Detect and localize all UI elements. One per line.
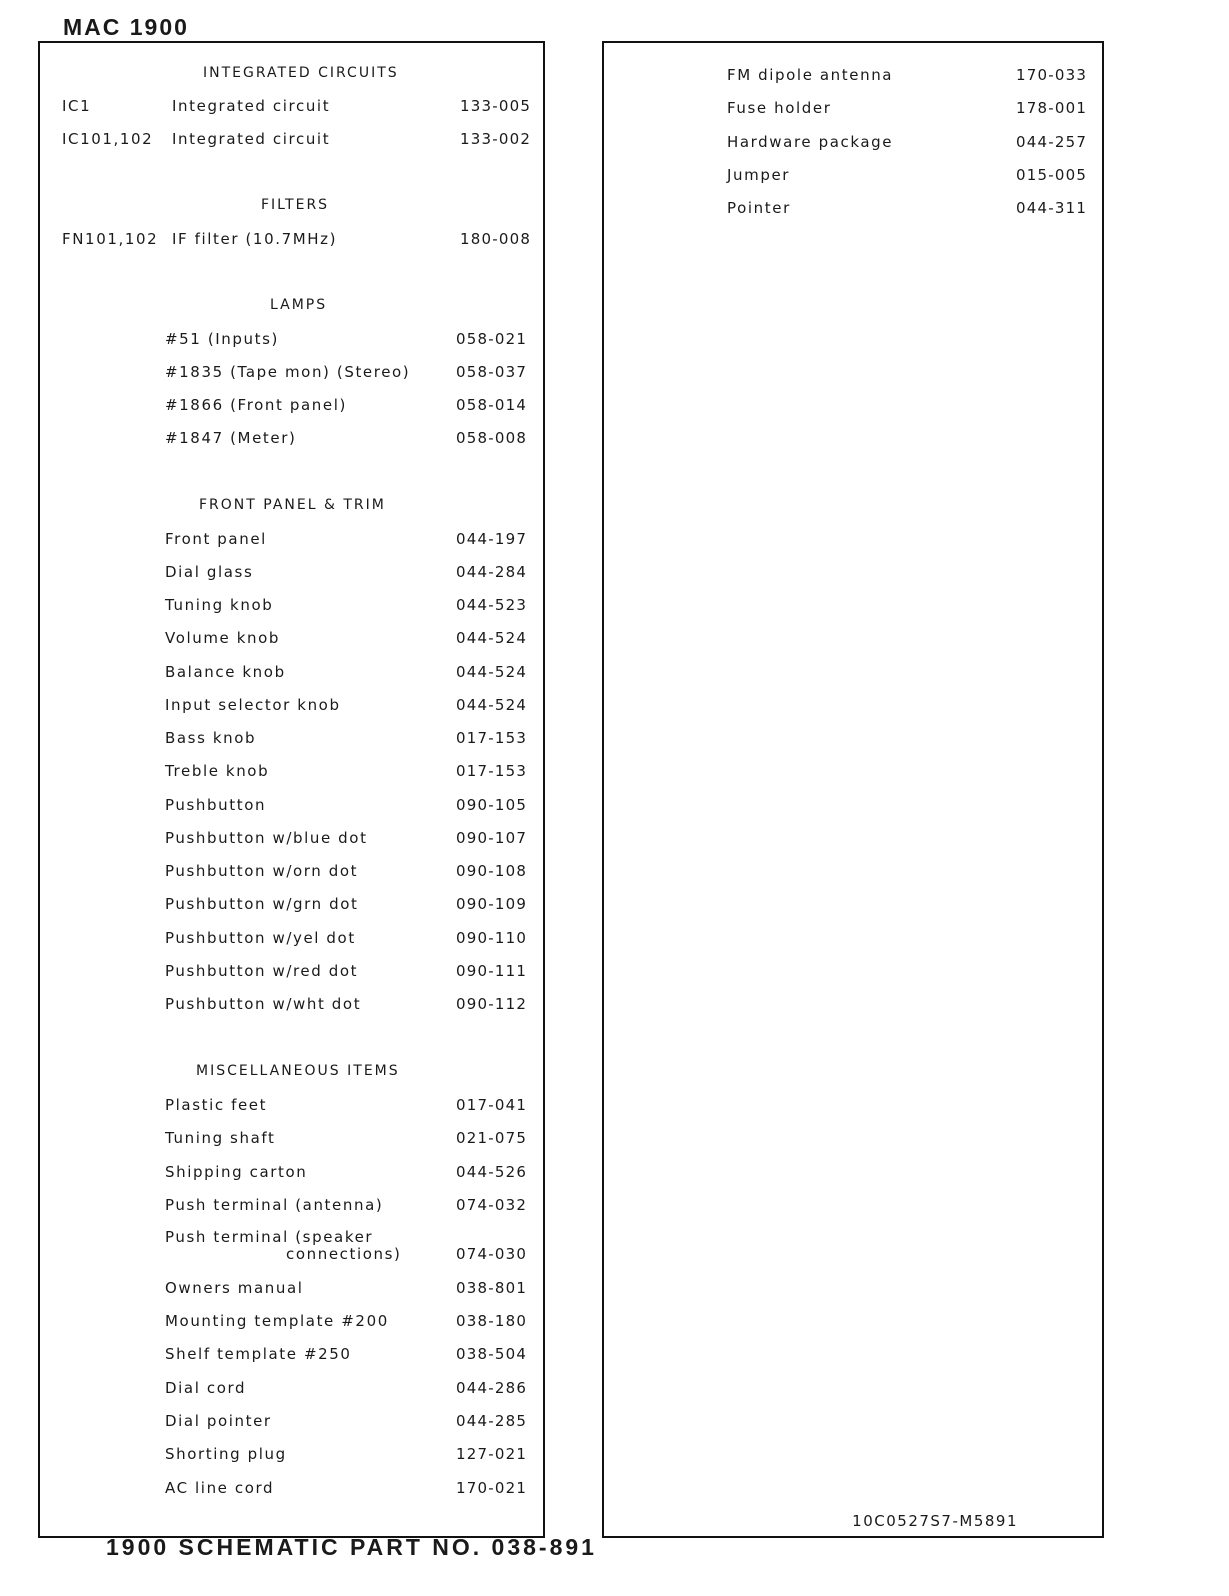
parts-row [40,1279,543,1301]
part-number: 180-008 [460,230,532,248]
parts-row [40,762,543,784]
part-description: Pushbutton w/blue dot [165,829,368,847]
part-number: 170-021 [456,1479,528,1497]
part-number: 044-526 [456,1163,528,1181]
part-number: 090-112 [456,995,528,1013]
part-description: Pushbutton w/yel dot [165,929,356,947]
parts-row [40,363,543,385]
part-description: Balance knob [165,663,286,681]
part-number: 044-286 [456,1379,528,1397]
part-number: 090-111 [456,962,528,980]
part-description: Shorting plug [165,1445,287,1463]
parts-row [40,1312,543,1334]
part-description: Pushbutton [165,796,267,814]
part-description: Pushbutton w/wht dot [165,995,362,1013]
part-description: Fuse holder [727,99,832,117]
part-number: 178-001 [1016,99,1088,117]
part-description: Integrated circuit [172,97,331,115]
part-description: Bass knob [165,729,257,747]
part-description: Front panel [165,530,267,548]
parts-row [40,796,543,818]
part-number: 038-180 [456,1312,528,1330]
parts-row [40,1096,543,1118]
part-description: Shipping carton [165,1163,308,1181]
part-description: FM dipole antenna [727,66,894,84]
part-number: 074-030 [456,1245,528,1263]
section-title-front-panel-trim: FRONT PANEL & TRIM [199,497,386,513]
part-description: Input selector knob [165,696,341,714]
parts-row [40,1412,543,1434]
parts-row [40,862,543,884]
page-title: MAC 1900 [63,14,189,40]
part-description: Push terminal (antenna) [165,1196,384,1214]
footer-caption: 1900 SCHEMATIC PART NO. 038-891 [106,1534,597,1560]
section-title-miscellaneous-items: MISCELLANEOUS ITEMS [196,1063,400,1079]
part-description: Shelf template #250 [165,1345,352,1363]
part-reference: IC101,102 [62,130,154,148]
parts-row [40,995,543,1017]
parts-row [40,1229,543,1273]
part-number: 044-523 [456,596,528,614]
part-description: Integrated circuit [172,130,331,148]
part-description: Dial cord [165,1379,247,1397]
part-number: 044-311 [1016,199,1088,217]
parts-row [604,166,1102,188]
part-description: Dial glass [165,563,254,581]
part-number: 090-110 [456,929,528,947]
parts-row [40,130,543,152]
parts-row [40,1129,543,1151]
part-description: IF filter (10.7MHz) [172,230,338,248]
parts-row [40,962,543,984]
part-number: 044-524 [456,696,528,714]
parts-row [604,66,1102,88]
part-description: Tuning knob [165,596,274,614]
part-description: #1866 (Front panel) [165,396,347,414]
parts-row [40,429,543,451]
part-number: 133-002 [460,130,532,148]
section-title-integrated-circuits: INTEGRATED CIRCUITS [203,65,399,81]
parts-row [40,929,543,951]
part-number: 170-033 [1016,66,1088,84]
parts-row [40,629,543,651]
part-number: 090-107 [456,829,528,847]
part-number: 058-008 [456,429,528,447]
parts-row [40,97,543,119]
parts-row [604,199,1102,221]
part-description: #51 (Inputs) [165,330,279,348]
part-description: Mounting template #200 [165,1312,389,1330]
parts-row [40,829,543,851]
parts-row [40,1345,543,1367]
parts-row [40,1196,543,1218]
part-number: 044-524 [456,629,528,647]
parts-row [40,563,543,585]
part-reference: IC1 [62,97,92,115]
part-number: 074-032 [456,1196,528,1214]
parts-row [40,696,543,718]
part-number: 090-108 [456,862,528,880]
part-number: 090-109 [456,895,528,913]
parts-row [604,133,1102,155]
part-reference: FN101,102 [62,230,159,248]
part-description: Plastic feet [165,1096,268,1114]
part-description: Volume knob [165,629,281,647]
part-number: 044-257 [1016,133,1088,151]
parts-row [40,1163,543,1185]
part-description: Hardware package [727,133,894,151]
part-description: Pushbutton w/red dot [165,962,359,980]
part-description: Pushbutton w/grn dot [165,895,359,913]
parts-row [40,1445,543,1467]
part-description: #1835 (Tape mon) (Stereo) [165,363,411,381]
section-title-filters: FILTERS [261,197,330,213]
part-description: Pushbutton w/orn dot [165,862,359,880]
parts-row [40,1479,543,1501]
part-number: 133-005 [460,97,532,115]
part-description: Owners manual [165,1279,304,1297]
parts-row [40,663,543,685]
part-number: 017-153 [456,729,528,747]
part-description: AC line cord [165,1479,275,1497]
part-number: 090-105 [456,796,528,814]
parts-row [40,396,543,418]
section-title-lamps: LAMPS [270,297,328,313]
parts-row [40,1379,543,1401]
parts-row [40,596,543,618]
part-number: 044-524 [456,663,528,681]
parts-row [604,99,1102,121]
part-number: 017-153 [456,762,528,780]
part-number: 038-801 [456,1279,528,1297]
part-number: 058-037 [456,363,528,381]
part-number: 015-005 [1016,166,1088,184]
part-description: Jumper [727,166,791,184]
part-description: Dial pointer [165,1412,272,1430]
part-number: 058-021 [456,330,528,348]
part-description: Treble knob [165,762,270,780]
part-number: 038-504 [456,1345,528,1363]
left-parts-list-panel [38,41,545,1538]
part-description: Tuning shaft [165,1129,276,1147]
part-description: #1847 (Meter) [165,429,297,447]
parts-row [40,330,543,352]
part-number: 044-197 [456,530,528,548]
part-number: 021-075 [456,1129,528,1147]
part-number: 044-284 [456,563,528,581]
parts-row [40,530,543,552]
right-parts-list-panel [602,41,1104,1538]
parts-row [40,230,543,252]
parts-row [40,895,543,917]
document-number: 10C0527S7-M5891 [852,1512,1018,1530]
part-number: 127-021 [456,1445,528,1463]
parts-row [40,729,543,751]
part-description: Push terminal (speaker connections) [165,1228,402,1263]
part-description: Pointer [727,199,791,217]
part-number: 044-285 [456,1412,528,1430]
part-number: 017-041 [456,1096,528,1114]
part-number: 058-014 [456,396,528,414]
